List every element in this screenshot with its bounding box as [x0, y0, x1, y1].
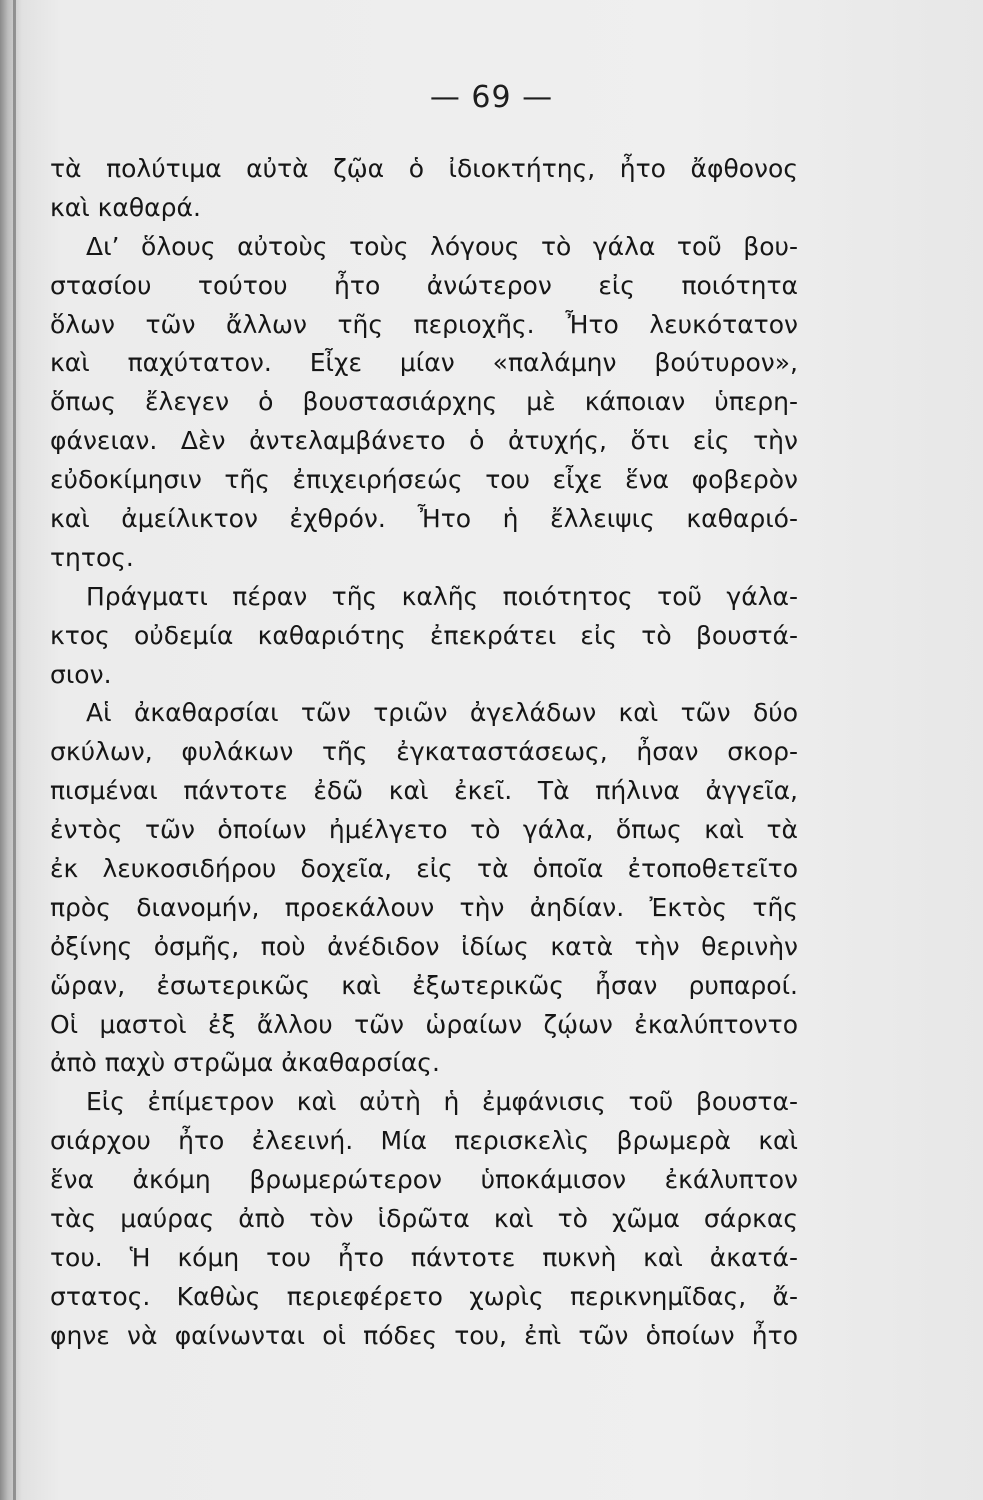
text-line: εὐδοκίμησιν τῆς ἐπιχειρήσεώς του εἶχε ἕνα φοβερὸν — [50, 465, 798, 495]
text-line: ὥραν, ἐσωτερικῶς καὶ ἐξωτερικῶς ἦσαν ρυπαροί. — [50, 970, 798, 1000]
text-line: κτος οὐδεμία καθαριότης ἐπεκράτει εἰς τὸ βουστά- — [50, 620, 798, 650]
text-line: τητος. — [50, 542, 134, 572]
text-line: καὶ ἀμείλικτον ἐχθρόν. Ἦτο ἡ ἔλλειψις καθαριό- — [50, 504, 798, 534]
text-line: ἐντὸς τῶν ὁποίων ἠμέλγετο τὸ γάλα, ὅπως καὶ τὰ — [50, 815, 798, 845]
text-line: καὶ παχύτατον. Εἶχε μίαν «παλάμην βούτυρον», — [50, 348, 798, 378]
text-line: πισμέναι πάντοτε ἐδῶ καὶ ἐκεῖ. Τὰ πήλινα ἀγγεῖα, — [50, 776, 798, 806]
text-line: ἐκ λευκοσιδήρου δοχεῖα, εἰς τὰ ὁποῖα ἐτοποθετεῖτο — [50, 854, 798, 884]
text-line: σιον. — [50, 659, 112, 689]
text-line: ὀξίνης ὀσμῆς, ποὺ ἀνέδιδον ἰδίως κατὰ τὴν θερινὴν — [50, 931, 798, 961]
text-line: φηνε νὰ φαίνωνται οἱ πόδες του, ἐπὶ τῶν ὁποίων ἦτο — [50, 1320, 798, 1350]
text-line: Πράγματι πέραν τῆς καλῆς ποιότητος τοῦ γάλα- — [86, 581, 798, 611]
text-line: ὅλων τῶν ἄλλων τῆς περιοχῆς. Ἦτο λευκότατον — [50, 309, 798, 339]
book-spine-shadow — [13, 0, 16, 1500]
page-number: — 69 — — [429, 80, 554, 115]
text-line: του. Ἡ κόμη του ἦτο πάντοτε πυκνὴ καὶ ἀκατά- — [50, 1242, 798, 1272]
text-line: Οἱ μαστοὶ ἐξ ἄλλου τῶν ὡραίων ζῴων ἐκαλύπτοντο — [50, 1009, 798, 1039]
text-line: Εἰς ἐπίμετρον καὶ αὐτὴ ἡ ἐμφάνισις τοῦ βουστα- — [86, 1087, 798, 1117]
text-line: σκύλων, φυλάκων τῆς ἐγκαταστάσεως, ἦσαν σκορ- — [50, 737, 798, 767]
text-line: πρὸς διανομήν, προεκάλουν τὴν ἀηδίαν. Ἐκτὸς τῆς — [50, 892, 798, 922]
text-line: Δι’ ὅλους αὐτοὺς τοὺς λόγους τὸ γάλα τοῦ βου- — [86, 231, 798, 261]
text-line: στατος. Καθὼς περιεφέρετο χωρὶς περικνημῖδας, ἄ- — [50, 1281, 798, 1311]
text-line: τὰ πολύτιμα αὐτὰ ζῷα ὁ ἰδιοκτήτης, ἦτο ἄφθονος — [50, 154, 798, 183]
text-line: Αἱ ἀκαθαρσίαι τῶν τριῶν ἀγελάδων καὶ τῶν δύο — [86, 698, 798, 728]
text-line: τὰς μαύρας ἀπὸ τὸν ἱδρῶτα καὶ τὸ χῶμα σάρκας — [50, 1204, 798, 1234]
text-line: φάνειαν. Δὲν ἀντελαμβάνετο ὁ ἀτυχής, ὅτι εἰς τὴν — [50, 426, 798, 456]
text-line: στασίου τούτου ἦτο ἀνώτερον εἰς ποιότητα — [50, 270, 798, 300]
text-line: ἀπὸ παχὺ στρῶμα ἀκαθαρσίας. — [50, 1048, 440, 1078]
text-line: ὅπως ἔλεγεν ὁ βουστασιάρχης μὲ κάποιαν ὑπερη- — [50, 387, 798, 417]
text-line: καὶ καθαρά. — [50, 192, 201, 222]
text-line: σιάρχου ἦτο ἐλεεινή. Μία περισκελὶς βρωμερὰ καὶ — [50, 1126, 798, 1156]
text-line: ἕνα ἀκόμη βρωμερώτερον ὑποκάμισον ἐκάλυπτον — [50, 1165, 798, 1195]
body-text — [50, 150, 798, 1356]
